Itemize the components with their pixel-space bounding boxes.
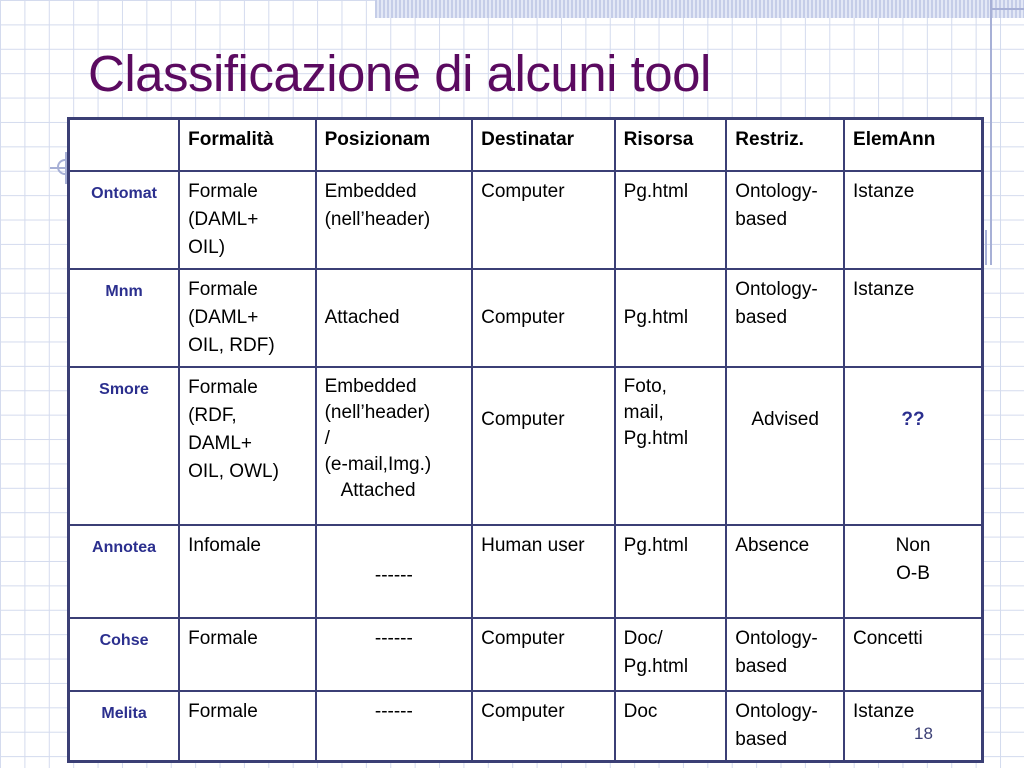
cell-restriz: Ontology- based xyxy=(726,171,844,269)
cell-destinatar: Computer xyxy=(472,691,615,762)
cell-posizionam: Attached xyxy=(316,269,473,367)
cell-posizionam: ------ xyxy=(316,691,473,762)
header-risorsa: Risorsa xyxy=(615,119,727,171)
cell-risorsa: Doc xyxy=(615,691,727,762)
header-formalita: Formalità xyxy=(179,119,316,171)
cell-formalita: Formale (DAML+ OIL, RDF) xyxy=(179,269,316,367)
cell-elemann: ?? xyxy=(844,367,982,525)
table-row xyxy=(69,171,983,269)
cell-restriz: Absence xyxy=(726,525,844,618)
page-number: 18 xyxy=(914,724,933,743)
cell-risorsa: Foto, mail, Pg.html xyxy=(615,367,727,525)
cell-posizionam: Embedded (nell’header) xyxy=(316,171,473,269)
cell-restriz: Ontology- based xyxy=(726,618,844,691)
header-posizionam: Posizionam xyxy=(316,119,473,171)
header-empty-cell xyxy=(69,119,180,171)
table-row xyxy=(69,525,983,618)
tool-name-cohse: Cohse xyxy=(69,618,180,691)
cell-risorsa: Pg.html xyxy=(615,269,727,367)
cell-posizionam: ------ xyxy=(316,618,473,691)
cell-posizionam: ------ xyxy=(316,525,473,618)
cell-elemann: Concetti xyxy=(844,618,982,691)
cell-restriz: Ontology- based xyxy=(726,269,844,367)
table-row xyxy=(69,691,983,762)
tool-name-mnm: Mnm xyxy=(69,269,180,367)
cell-formalita: Formale xyxy=(179,691,316,762)
table-header-row xyxy=(69,119,983,171)
comparison-table xyxy=(67,117,984,763)
tool-name-ontomat: Ontomat xyxy=(69,171,180,269)
cell-formalita: Formale xyxy=(179,618,316,691)
header-restriz: Restriz. xyxy=(726,119,844,171)
cell-elemann: Non O-B xyxy=(844,525,982,618)
tool-name-annotea: Annotea xyxy=(69,525,180,618)
cell-formalita: Infomale xyxy=(179,525,316,618)
cell-risorsa: Doc/ Pg.html xyxy=(615,618,727,691)
cell-destinatar: Computer xyxy=(472,171,615,269)
slide-title: Classificazione di alcuni tool xyxy=(88,45,711,102)
cell-destinatar: Human user xyxy=(472,525,615,618)
decorative-vertical-line-small xyxy=(985,230,987,265)
cell-elemann: Istanze xyxy=(844,171,982,269)
table-row xyxy=(69,269,983,367)
cell-formalita: Formale (DAML+ OIL) xyxy=(179,171,316,269)
cell-risorsa: Pg.html xyxy=(615,525,727,618)
tool-name-melita: Melita xyxy=(69,691,180,762)
cell-destinatar: Computer xyxy=(472,367,615,525)
decorative-top-stripe xyxy=(375,0,1024,18)
cell-destinatar: Computer xyxy=(472,618,615,691)
tool-name-smore: Smore xyxy=(69,367,180,525)
cell-elemann: Istanze xyxy=(844,269,982,367)
cell-posizionam: Embedded (nell’header) / (e-mail,Img.) Attached xyxy=(316,367,473,525)
decorative-horizontal-line xyxy=(990,8,1024,10)
header-destinatar: Destinatar xyxy=(472,119,615,171)
header-elemann: ElemAnn xyxy=(844,119,982,171)
cell-elemann: Istanze xyxy=(844,691,982,762)
cell-restriz: Ontology- based xyxy=(726,691,844,762)
cell-restriz: Advised xyxy=(726,367,844,525)
cell-formalita: Formale (RDF, DAML+ OIL, OWL) xyxy=(179,367,316,525)
decorative-vertical-line xyxy=(990,0,992,265)
table-row xyxy=(69,618,983,691)
cell-risorsa: Pg.html xyxy=(615,171,727,269)
cell-destinatar: Computer xyxy=(472,269,615,367)
table-row xyxy=(69,367,983,525)
